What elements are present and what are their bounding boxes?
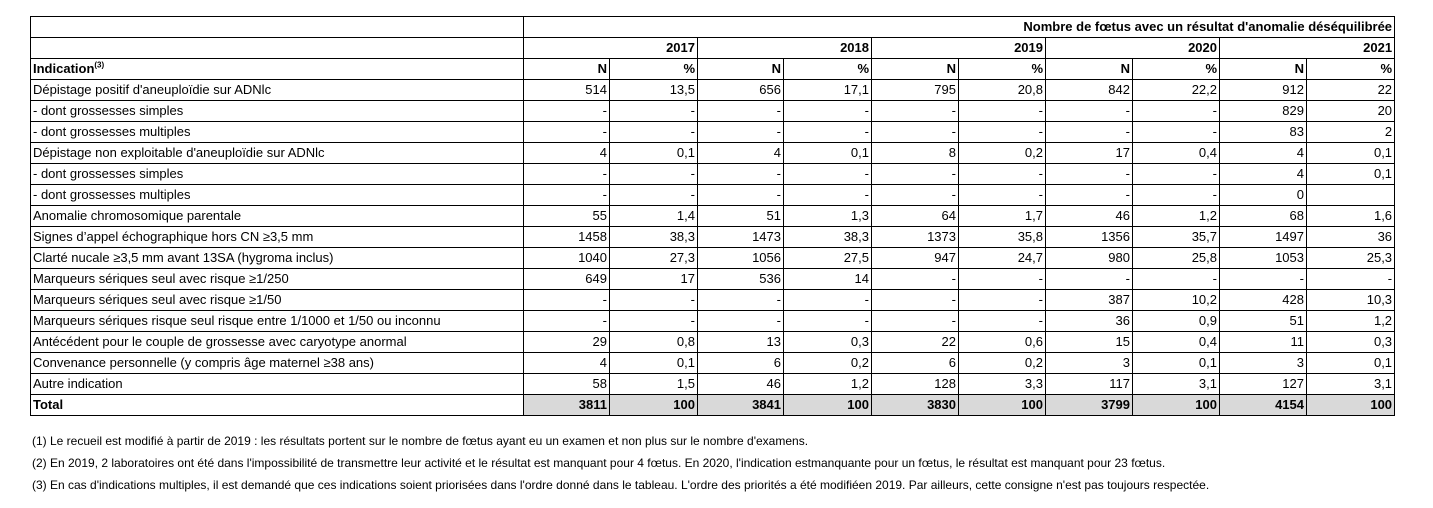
pct-cell: 1,2 <box>784 374 872 395</box>
table-row <box>31 80 1395 101</box>
indication-header: Indication$^{(3)}$ <box>31 59 524 80</box>
n-cell: - <box>698 311 784 332</box>
row-label: - dont grossesses simples <box>31 101 524 122</box>
n-cell: 842 <box>1046 80 1133 101</box>
pct-cell: 0,1 <box>610 353 698 374</box>
pct-cell: 0,9 <box>1133 311 1220 332</box>
pct-cell: 0,1 <box>784 143 872 164</box>
data-table <box>30 16 1395 416</box>
n-cell: 1053 <box>1220 248 1307 269</box>
pct-cell: 1,2 <box>1133 206 1220 227</box>
pct-cell: 25,8 <box>1133 248 1220 269</box>
n-cell: 15 <box>1046 332 1133 353</box>
n-cell: - <box>1046 185 1133 206</box>
table-row <box>31 101 1395 122</box>
n-cell: 8 <box>872 143 959 164</box>
n-cell: - <box>524 185 610 206</box>
n-header: N <box>698 59 784 80</box>
row-label: Dépistage non exploitable d'aneuploïdie sur ADNlc <box>31 143 524 164</box>
n-cell: - <box>1220 269 1307 290</box>
n-cell: 912 <box>1220 80 1307 101</box>
pct-cell: 20 <box>1307 101 1395 122</box>
n-cell: 4 <box>1220 143 1307 164</box>
year-2017: 2017 <box>524 38 698 59</box>
n-cell: 795 <box>872 80 959 101</box>
pct-cell: - <box>959 164 1046 185</box>
total-cell: 4154 <box>1220 395 1307 416</box>
n-cell: 1356 <box>1046 227 1133 248</box>
table-footer <box>31 395 1395 416</box>
pct-cell: 17 <box>610 269 698 290</box>
pct-cell: - <box>784 164 872 185</box>
pct-cell: 17,1 <box>784 80 872 101</box>
total-cell: 100 <box>610 395 698 416</box>
pct-cell: 14 <box>784 269 872 290</box>
pct-cell: 22 <box>1307 80 1395 101</box>
n-cell: 1497 <box>1220 227 1307 248</box>
pct-cell: 0,2 <box>784 353 872 374</box>
pct-cell: - <box>959 269 1046 290</box>
table-row <box>31 206 1395 227</box>
pct-cell: 0,1 <box>1307 353 1395 374</box>
table-row <box>31 122 1395 143</box>
table-row <box>31 227 1395 248</box>
pct-cell: 38,3 <box>784 227 872 248</box>
n-cell: - <box>524 101 610 122</box>
group-title: Nombre de fœtus avec un résultat d'anomalie déséquilibrée <box>524 17 1395 38</box>
pct-cell: 0,3 <box>784 332 872 353</box>
n-cell: - <box>1046 269 1133 290</box>
n-cell: 6 <box>872 353 959 374</box>
pct-cell: 0,2 <box>959 353 1046 374</box>
pct-cell: 0,3 <box>1307 332 1395 353</box>
pct-cell: - <box>610 122 698 143</box>
n-cell: 947 <box>872 248 959 269</box>
pct-cell: 0,1 <box>1307 164 1395 185</box>
row-label: Dépistage positif d'aneuploïdie sur ADNlc <box>31 80 524 101</box>
n-cell: 387 <box>1046 290 1133 311</box>
table-row <box>31 248 1395 269</box>
pct-header: % <box>610 59 698 80</box>
n-cell: 17 <box>1046 143 1133 164</box>
footnotes <box>32 434 1209 500</box>
pct-cell <box>1307 185 1395 206</box>
n-cell: 1373 <box>872 227 959 248</box>
footnote-2: (2) En 2019, 2 laboratoires ont été dans l'impossibilité de transmettre leur activité et le résultat est manquant pour 4 fœtus. En 2020, l'indication estmanquante pour un fœtus, le résultat est manquant pour 23 fœtus. <box>32 456 1166 470</box>
n-cell: 127 <box>1220 374 1307 395</box>
n-cell: 83 <box>1220 122 1307 143</box>
pct-cell: - <box>610 311 698 332</box>
pct-cell: 35,7 <box>1133 227 1220 248</box>
pct-cell: 0,1 <box>610 143 698 164</box>
pct-cell: - <box>784 311 872 332</box>
total-cell: 3841 <box>698 395 784 416</box>
total-cell: 100 <box>784 395 872 416</box>
n-cell: - <box>524 164 610 185</box>
total-cell: 3799 <box>1046 395 1133 416</box>
n-cell: 3 <box>1220 353 1307 374</box>
row-label: Convenance personnelle (y compris âge maternel ≥38 ans) <box>31 353 524 374</box>
year-2019: 2019 <box>872 38 1046 59</box>
pct-cell: 3,3 <box>959 374 1046 395</box>
pct-cell: 1,7 <box>959 206 1046 227</box>
n-cell: 13 <box>698 332 784 353</box>
pct-cell: 35,8 <box>959 227 1046 248</box>
row-label: Marqueurs sériques risque seul risque entre 1/1000 et 1/50 ou inconnu <box>31 311 524 332</box>
pct-cell: 0,1 <box>1133 353 1220 374</box>
pct-cell: 22,2 <box>1133 80 1220 101</box>
pct-cell: 2 <box>1307 122 1395 143</box>
table-row <box>31 185 1395 206</box>
n-cell: 55 <box>524 206 610 227</box>
pct-cell: - <box>784 290 872 311</box>
row-label: - dont grossesses simples <box>31 164 524 185</box>
pct-cell: - <box>959 290 1046 311</box>
table-row <box>31 374 1395 395</box>
n-cell: 656 <box>698 80 784 101</box>
pct-cell: 0,8 <box>610 332 698 353</box>
pct-cell: 10,2 <box>1133 290 1220 311</box>
footnote-3: (3) En cas d'indications multiples, il est demandé que ces indications soient priorisées dans l'ordre donné dans le tableau. L'ordre des priorités a été modifiéen 2019. Par ailleurs, cette consigne n'est pas toujours respectée. <box>32 478 1210 492</box>
n-cell: 829 <box>1220 101 1307 122</box>
total-cell: 100 <box>959 395 1046 416</box>
pct-cell: - <box>784 185 872 206</box>
pct-cell: 25,3 <box>1307 248 1395 269</box>
pct-cell: 38,3 <box>610 227 698 248</box>
year-2020: 2020 <box>1046 38 1220 59</box>
row-label: Signes d’appel échographique hors CN ≥3,5 mm <box>31 227 524 248</box>
total-cell: 100 <box>1307 395 1395 416</box>
pct-cell: 0,1 <box>1307 143 1395 164</box>
pct-cell: - <box>1307 269 1395 290</box>
pct-cell: 13,5 <box>610 80 698 101</box>
pct-cell: 0,6 <box>959 332 1046 353</box>
n-cell: 1056 <box>698 248 784 269</box>
n-cell: - <box>872 290 959 311</box>
n-cell: - <box>1046 101 1133 122</box>
pct-header: % <box>959 59 1046 80</box>
pct-cell: - <box>959 101 1046 122</box>
n-cell: - <box>698 164 784 185</box>
pct-cell: - <box>610 185 698 206</box>
row-label: - dont grossesses multiples <box>31 122 524 143</box>
n-cell: 22 <box>872 332 959 353</box>
n-cell: - <box>872 269 959 290</box>
pct-cell: - <box>1133 164 1220 185</box>
pct-cell: - <box>1133 269 1220 290</box>
table-row <box>31 269 1395 290</box>
n-cell: - <box>872 185 959 206</box>
footnote-1: (1) Le recueil est modifié à partir de 2019 : les résultats portent sur le nombre de fœtus ayant eu un examen et non plus sur le nombre d'examens. <box>32 434 809 448</box>
n-cell: 649 <box>524 269 610 290</box>
n-cell: 536 <box>698 269 784 290</box>
n-cell: - <box>1046 164 1133 185</box>
n-cell: 1473 <box>698 227 784 248</box>
pct-cell: 24,7 <box>959 248 1046 269</box>
n-cell: 4 <box>524 143 610 164</box>
year-2021: 2021 <box>1220 38 1395 59</box>
n-cell: 514 <box>524 80 610 101</box>
n-cell: 117 <box>1046 374 1133 395</box>
n-cell: - <box>698 185 784 206</box>
pct-cell: - <box>610 290 698 311</box>
pct-cell: - <box>1133 185 1220 206</box>
pct-cell: 0,4 <box>1133 332 1220 353</box>
n-header: N <box>1046 59 1133 80</box>
row-label: - dont grossesses multiples <box>31 185 524 206</box>
pct-cell: 3,1 <box>1307 374 1395 395</box>
n-cell: 46 <box>1046 206 1133 227</box>
pct-cell: - <box>959 311 1046 332</box>
n-cell: 68 <box>1220 206 1307 227</box>
row-label: Anomalie chromosomique parentale <box>31 206 524 227</box>
total-row <box>31 395 1395 416</box>
n-cell: - <box>524 290 610 311</box>
row-label: Clarté nucale ≥3,5 mm avant 13SA (hygroma inclus) <box>31 248 524 269</box>
total-label: Total <box>31 395 524 416</box>
n-cell: 46 <box>698 374 784 395</box>
total-cell: 3830 <box>872 395 959 416</box>
table-header <box>31 17 1395 80</box>
n-header: N <box>524 59 610 80</box>
pct-cell: 1,5 <box>610 374 698 395</box>
pct-cell: 3,1 <box>1133 374 1220 395</box>
pct-header: % <box>1133 59 1220 80</box>
pct-cell: 20,8 <box>959 80 1046 101</box>
header-blank-cell <box>31 17 524 38</box>
n-cell: - <box>524 311 610 332</box>
n-cell: 58 <box>524 374 610 395</box>
pct-header: % <box>1307 59 1395 80</box>
total-cell: 3811 <box>524 395 610 416</box>
pct-cell: - <box>784 101 872 122</box>
n-cell: 4 <box>1220 164 1307 185</box>
pct-cell: - <box>1133 122 1220 143</box>
pct-cell: 27,3 <box>610 248 698 269</box>
n-cell: - <box>698 122 784 143</box>
n-cell: - <box>1046 122 1133 143</box>
n-header: N <box>1220 59 1307 80</box>
n-cell: 64 <box>872 206 959 227</box>
pct-cell: 1,2 <box>1307 311 1395 332</box>
n-cell: 3 <box>1046 353 1133 374</box>
table-row <box>31 290 1395 311</box>
n-cell: 51 <box>698 206 784 227</box>
row-label: Marqueurs sériques seul avec risque ≥1/50 <box>31 290 524 311</box>
pct-cell: - <box>1133 101 1220 122</box>
pct-cell: 36 <box>1307 227 1395 248</box>
pct-cell: 27,5 <box>784 248 872 269</box>
table-row <box>31 311 1395 332</box>
n-cell: - <box>872 311 959 332</box>
n-cell: 428 <box>1220 290 1307 311</box>
pct-cell: 10,3 <box>1307 290 1395 311</box>
n-cell: - <box>872 101 959 122</box>
n-cell: - <box>698 290 784 311</box>
row-label: Marqueurs sériques seul avec risque ≥1/250 <box>31 269 524 290</box>
pct-cell: - <box>610 101 698 122</box>
pct-cell: - <box>610 164 698 185</box>
n-cell: - <box>698 101 784 122</box>
n-cell: 11 <box>1220 332 1307 353</box>
table-row <box>31 353 1395 374</box>
n-cell: - <box>872 122 959 143</box>
n-cell: 4 <box>698 143 784 164</box>
table-row <box>31 332 1395 353</box>
n-cell: - <box>524 122 610 143</box>
table-body <box>31 80 1395 395</box>
n-cell: 980 <box>1046 248 1133 269</box>
pct-cell: 1,6 <box>1307 206 1395 227</box>
pct-cell: 1,4 <box>610 206 698 227</box>
pct-cell: - <box>959 185 1046 206</box>
table-row <box>31 143 1395 164</box>
n-header: N <box>872 59 959 80</box>
n-cell: 29 <box>524 332 610 353</box>
n-cell: - <box>872 164 959 185</box>
year-2018: 2018 <box>698 38 872 59</box>
n-cell: 1040 <box>524 248 610 269</box>
total-cell: 100 <box>1133 395 1220 416</box>
n-cell: 4 <box>524 353 610 374</box>
n-cell: 1458 <box>524 227 610 248</box>
table-row <box>31 164 1395 185</box>
header-blank-cell <box>31 38 524 59</box>
pct-cell: 1,3 <box>784 206 872 227</box>
n-cell: 36 <box>1046 311 1133 332</box>
pct-cell: 0,2 <box>959 143 1046 164</box>
n-cell: 6 <box>698 353 784 374</box>
n-cell: 128 <box>872 374 959 395</box>
row-label: Autre indication <box>31 374 524 395</box>
n-cell: 51 <box>1220 311 1307 332</box>
row-label: Antécédent pour le couple de grossesse avec caryotype anormal <box>31 332 524 353</box>
pct-cell: 0,4 <box>1133 143 1220 164</box>
pct-header: % <box>784 59 872 80</box>
pct-cell: - <box>959 122 1046 143</box>
pct-cell: - <box>784 122 872 143</box>
n-cell: 0 <box>1220 185 1307 206</box>
